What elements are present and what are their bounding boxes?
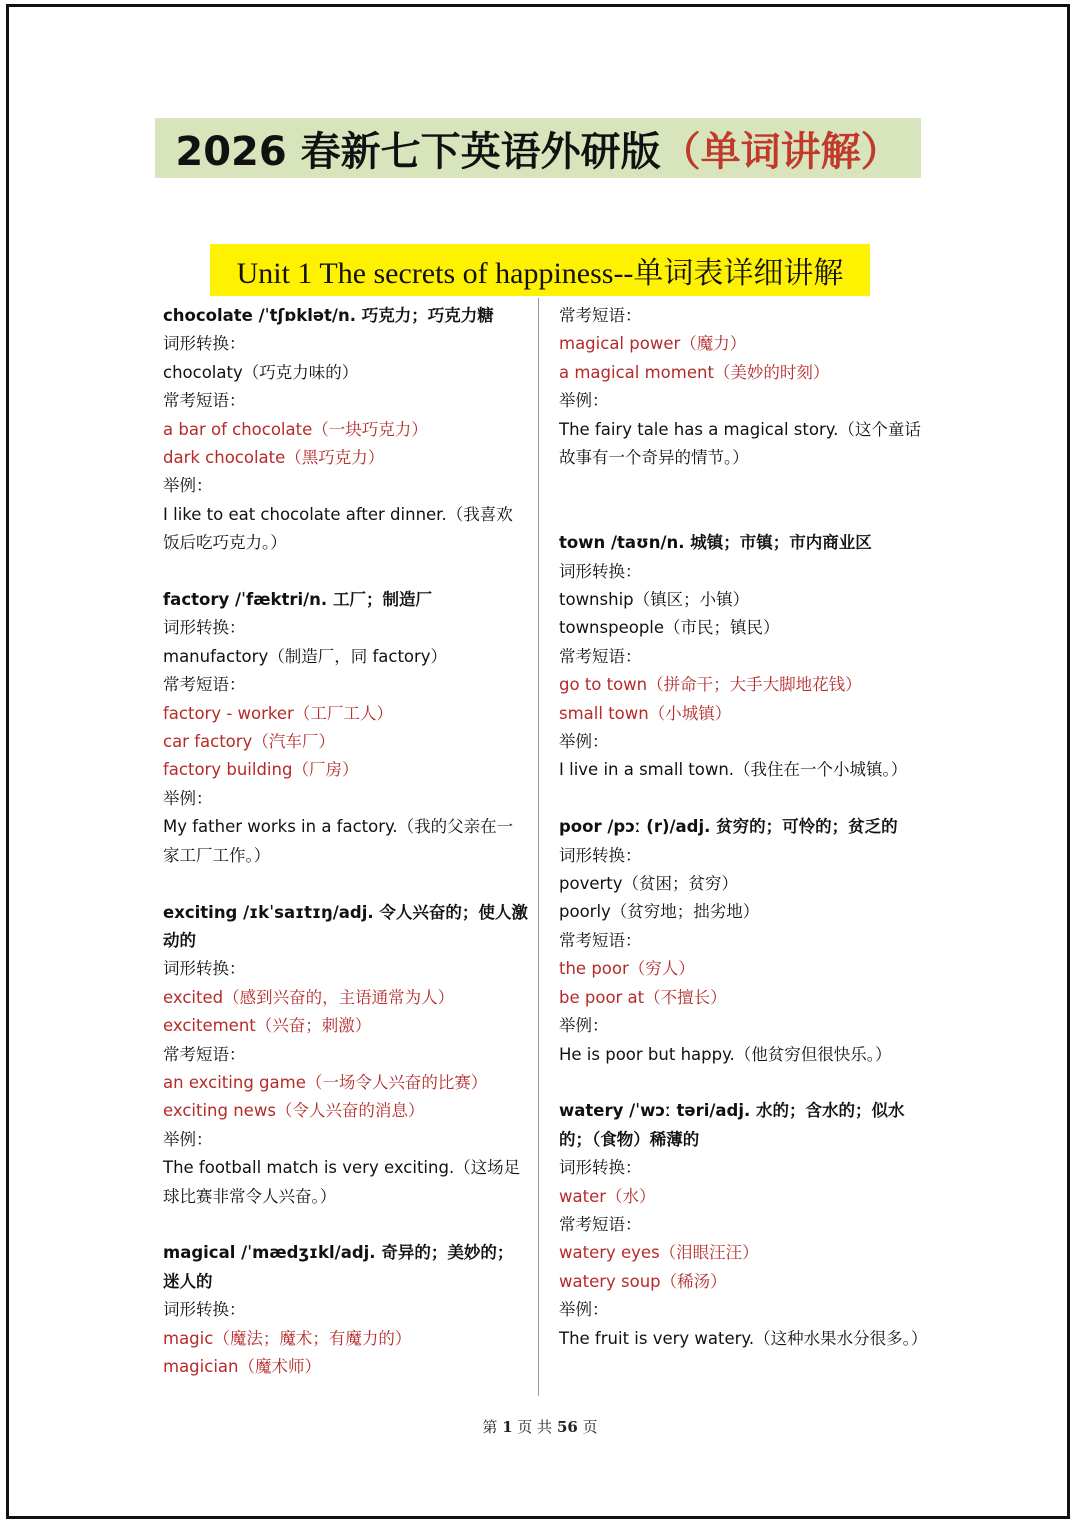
text-line: The fruit is very watery.（这种水果水分很多。） bbox=[559, 1328, 928, 1348]
page-footer: 第 1 页 共 56 页 bbox=[482, 1418, 598, 1436]
text-line: 词形转换： bbox=[163, 1300, 246, 1320]
phrase-line: magic（魔法；魔术；有魔力的） bbox=[163, 1328, 412, 1348]
text-line: townspeople（市民；镇民） bbox=[559, 618, 780, 638]
text-line: 常考短语： bbox=[559, 646, 642, 666]
phrase-line: a bar of chocolate（一块巧克力） bbox=[163, 419, 428, 439]
text-line: 常考短语： bbox=[559, 1214, 642, 1234]
phrase-line: factory building（厂房） bbox=[163, 760, 359, 780]
document-title bbox=[155, 118, 921, 178]
text-line: 词形转换： bbox=[163, 334, 246, 354]
spacer bbox=[163, 1211, 528, 1239]
page-total: 56 bbox=[556, 1418, 578, 1436]
text-line: 举例： bbox=[163, 788, 213, 808]
entry-headword: chocolate /ˈtʃɒklət/n. 巧克力；巧克力糖 bbox=[163, 306, 494, 325]
text-line: 词形转换： bbox=[559, 845, 642, 865]
phrase-line: watery eyes（泪眼汪汪） bbox=[559, 1243, 759, 1263]
spacer bbox=[559, 472, 929, 500]
text-line: chocolaty（巧克力味的） bbox=[163, 362, 359, 382]
spacer bbox=[163, 558, 528, 586]
phrase-line: car factory（汽车厂） bbox=[163, 732, 335, 752]
text-line: 常考短语： bbox=[163, 391, 246, 411]
text-line: 词形转换： bbox=[163, 959, 246, 979]
text-line: 词形转换： bbox=[559, 1158, 642, 1178]
entry-headword: exciting /ɪkˈsaɪtɪŋ/adj. 令人兴奋的；使人激动的 bbox=[163, 902, 528, 950]
text-line: 举例： bbox=[559, 391, 609, 411]
phrase-line: the poor（穷人） bbox=[559, 959, 695, 979]
text-line: 词形转换： bbox=[559, 561, 642, 581]
phrase-line: excitement（兴奋；刺激） bbox=[163, 1016, 372, 1036]
phrase-line: magical power（魔力） bbox=[559, 334, 747, 354]
example-sentence: I like to eat chocolate after dinner.（我喜欢饭后吃巧克力。） bbox=[163, 504, 513, 553]
example-sentence: My father works in a factory.（我的父亲在一家工厂工作。） bbox=[163, 817, 514, 865]
left-column bbox=[163, 302, 528, 1381]
entry-headword: factory /ˈfæktri/n. 工厂；制造厂 bbox=[163, 590, 432, 610]
text-line: He is poor but happy.（他贫穷但很快乐。） bbox=[559, 1044, 892, 1064]
text-line: 常考短语： bbox=[163, 675, 246, 695]
phrase-line: water（水） bbox=[559, 1186, 656, 1206]
text-line: township（镇区；小镇） bbox=[559, 590, 750, 610]
entry-headword: town /taʊn/n. 城镇；市镇；市内商业区 bbox=[559, 533, 872, 553]
text-line: 举例： bbox=[163, 476, 213, 496]
text-line: 常考短语： bbox=[559, 306, 642, 325]
text-line: 举例： bbox=[559, 1016, 609, 1036]
text-line: 常考短语： bbox=[559, 930, 642, 950]
phrase-line: be poor at（不擅长） bbox=[559, 987, 727, 1007]
phrase-line: exciting news（令人兴奋的消息） bbox=[163, 1101, 425, 1121]
entry-headword: watery /ˈwɔː təri/adj. 水的；含水的；似水的；（食物）稀薄的 bbox=[559, 1101, 905, 1149]
page-number: 1 bbox=[502, 1418, 513, 1436]
title-main: 2026 春新七下英语外研版 bbox=[175, 128, 661, 175]
example-sentence: The fairy tale has a magical story.（这个童话故事有一个奇异的情节。） bbox=[559, 419, 921, 468]
entry-headword: poor /pɔː (r)/adj. 贫穷的；可怜的；贫乏的 bbox=[559, 817, 898, 837]
spacer bbox=[559, 501, 929, 529]
text-line: 举例： bbox=[559, 1300, 609, 1320]
text-line: manufactory（制造厂，同 factory） bbox=[163, 646, 448, 666]
phrase-line: a magical moment（美妙的时刻） bbox=[559, 362, 830, 382]
spacer bbox=[559, 1069, 929, 1097]
text-line: poorly（贫穷地；拙劣地） bbox=[559, 902, 760, 922]
text-line: poverty（贫困；贫穷） bbox=[559, 874, 739, 894]
phrase-line: dark chocolate（黑巧克力） bbox=[163, 448, 385, 468]
text-line: 常考短语： bbox=[163, 1044, 246, 1064]
phrase-line: watery soup（稀汤） bbox=[559, 1271, 727, 1291]
text-line: I live in a small town.（我住在一个小城镇。） bbox=[559, 760, 908, 780]
title-sub: （单词讲解） bbox=[660, 128, 901, 175]
example-sentence: The football match is very exciting.（这场足球比赛非常令人兴奋。） bbox=[163, 1158, 521, 1206]
right-column bbox=[559, 302, 929, 1353]
phrase-line: excited（感到兴奋的，主语通常为人） bbox=[163, 987, 455, 1007]
column-divider bbox=[538, 298, 539, 1396]
text-line: 举例： bbox=[163, 1129, 213, 1149]
phrase-line: magician（魔术师） bbox=[163, 1356, 321, 1376]
phrase-line: small town（小城镇） bbox=[559, 703, 732, 723]
text-line: 举例： bbox=[559, 732, 609, 752]
spacer bbox=[559, 785, 929, 813]
phrase-line: go to town（拼命干；大手大脚地花钱） bbox=[559, 675, 862, 695]
unit-title: Unit 1 The secrets of happiness--单词表详细讲解 bbox=[210, 244, 870, 296]
spacer bbox=[163, 870, 528, 898]
entry-headword: magical /ˈmædʒɪkl/adj. 奇异的；美妙的；迷人的 bbox=[163, 1243, 514, 1291]
phrase-line: factory - worker（工厂工人） bbox=[163, 703, 393, 723]
text-line: 词形转换： bbox=[163, 618, 246, 638]
phrase-line: an exciting game（一场令人兴奋的比赛） bbox=[163, 1072, 488, 1092]
